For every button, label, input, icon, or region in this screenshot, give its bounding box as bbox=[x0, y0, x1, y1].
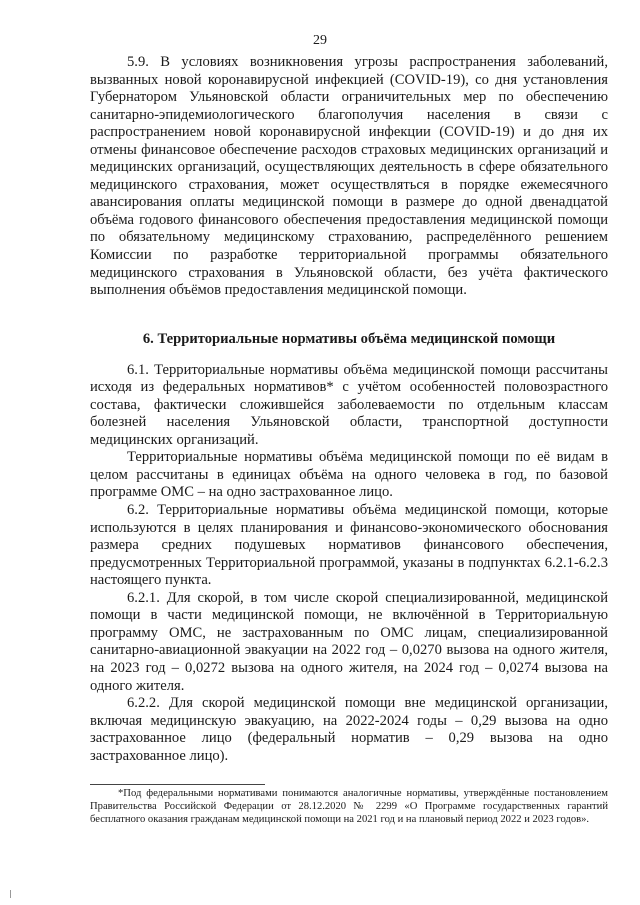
footnote: *Под федеральными нормативами понимаются аналогичные нормативы, утверждённые постановлением Правительства Российской Федерации от 28.12.2020 № 2299 «О Программе государственных гарантий бесплатного оказания гражданам медицинской помощи на 2021 год и на плановый период 2022 и 2023 годов». bbox=[90, 788, 608, 825]
footnote-separator bbox=[90, 784, 265, 785]
paragraph-5-9: 5.9. В условиях возникновения угрозы распространения заболеваний, вызванных новой коронавирусной инфекцией (COVID-19), со дня установления Губернатором Ульяновской области ограничительных мер по обеспечению санитарно-эпидемиологического благополучия населения в связи с распространением новой коронавирусной инфекции (COVID-19) и до дня их отмены финансовое обеспечение расходов страховых медицинских организаций и медицинских организаций, осуществляющих деятельность в сфере обязательного медицинского страхования, может осуществляться в порядке ежемесячного авансирования оплаты медицинской помощи в размере до одной двенадцатой объёма годового финансового обеспечения предоставления медицинской помощи по обязательному медицинскому страхованию, распределённого решением Комиссии по разработке территориальной программы обязательного медицинского страхования в Ульяновской области, без учёта фактического выполнения объёмов предоставления медицинской помощи. bbox=[90, 54, 608, 299]
scan-artifact bbox=[10, 890, 19, 898]
paragraph-6-2-2: 6.2.2. Для скорой медицинской помощи вне медицинской организации, включая медицинскую эвакуацию, на 2022-2024 годы – 0,29 вызова на одно застрахованное лицо (федеральный норматив – 0,29 вызова на одно застрахованное лицо). bbox=[90, 695, 608, 764]
page-number: 29 bbox=[313, 33, 327, 48]
paragraph-6-2: 6.2. Территориальные нормативы объёма медицинской помощи, которые используются в целях планирования и финансово-экономического обоснования размера средних подушевых нормативов финансового обеспечения, предусмотренных Территориальной программой, указаны в подпунктах 6.2.1-6.2.3 настоящего пункта. bbox=[90, 502, 608, 589]
document-body bbox=[90, 54, 608, 765]
paragraph-6-1-cont: Территориальные нормативы объёма медицинской помощи по её видам в целом рассчитаны в единицах объёма на одного человека в год, по базовой программе ОМС – на одно застрахованное лицо. bbox=[90, 449, 608, 501]
paragraph-6-1: 6.1. Территориальные нормативы объёма медицинской помощи рассчитаны исходя из федеральных нормативов* с учётом особенностей половозрастного состава, фактически сложившейся заболеваемости по отдельным классам болезней населения Ульяновской области, транспортной доступности медицинских организаций. bbox=[90, 361, 608, 448]
section-title: 6. Территориальные нормативы объёма медицинской помощи bbox=[142, 330, 556, 347]
paragraph-6-2-1: 6.2.1. Для скорой, в том числе скорой специализированной, медицинской помощи в части медицинской помощи, не включённой в Территориальную программу ОМС, не застрахованным по ОМС лицам, специализированной санитарно-авиационной эвакуации на 2022 год – 0,0270 вызова на одного жителя, на 2023 год – 0,0272 вызова на одного жителя, на 2024 год – 0,0274 вызова на одного жителя. bbox=[90, 589, 608, 694]
